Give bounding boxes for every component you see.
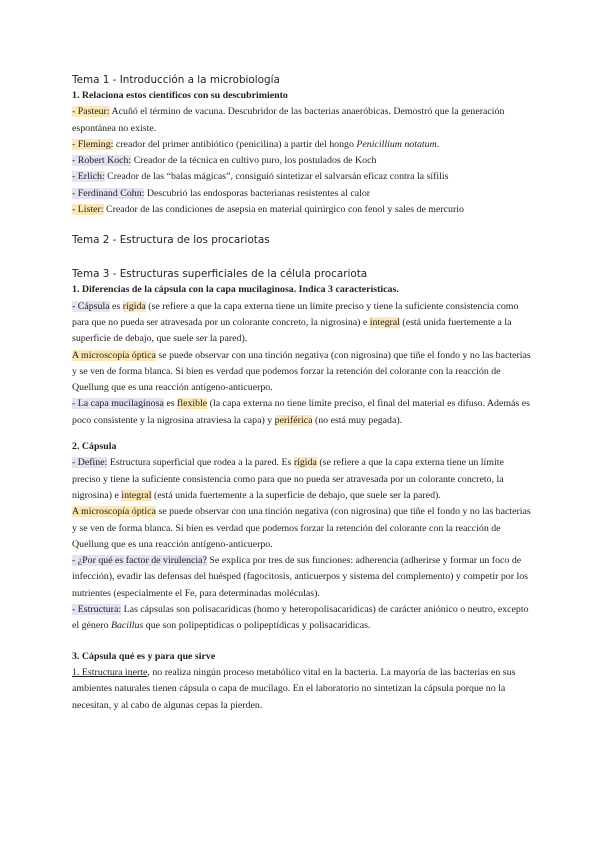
- tema3-q3-title: 3. Cápsula qué es y para que sirve: [72, 650, 216, 662]
- tema3-q2-section: [72, 439, 534, 635]
- term-rigida: rígida: [293, 457, 317, 469]
- scientist-description: creador del primer antibiótico (penicilina) a partir del hongo: [113, 138, 357, 150]
- text-run: se puede observar con una tinción negativa (con nigrosina) que tiñe el fondo y no las bacterias y se ven de forma blanca. Si bien es verdad que podemos forzar la retención del colorante con la reacción de Quellung que es una reacción antígeno-anticuerpo.: [72, 349, 531, 394]
- estructura-paragraph: [72, 602, 534, 635]
- text-run: , no realiza ningún proceso metabólico vital en la bacteria. La mayoría de las bacterias en sus ambientes naturales tienen cápsula o capa de mucílago. En el laboratorio no sintetizan la cápsula porque no la necesitan, y al cabo de algunas cepas la pierden.: [72, 666, 516, 711]
- tema3-q3-section: [72, 649, 534, 714]
- text-run: (se refiere a que la capa externa tiene un límite preciso y tiene la suficiente consistencia como para que no pueda ser atravesada por un colorante concreto, la nigrosina) e: [72, 457, 504, 501]
- text-run: que son polipeptídicas o polipeptídicas y polisacarídicas.: [143, 620, 371, 632]
- tema3-q1-section: [72, 282, 534, 429]
- scientist-description: Acuñó el término de vacuna. Descubridor de las bacterias anaeróbicas. Demostró que la generación espontánea no existe.: [72, 106, 505, 134]
- term-rigida: rígida: [122, 300, 146, 312]
- text-run: Se explica por tres de sus funciones: adherencia (adherirse y formar un foco de infección), evadir las defensas del huésped (fagocitosis, anticuerpos y sistema del complemento) y competir por los nutrientes (especialmente el Fe, para determinadas moléculas).: [72, 555, 529, 599]
- scientist-description: Creador de las condiciones de asepsia en material quirúrgico con fenol y sales de mercurio: [103, 204, 464, 216]
- text-run: (está unida fuertemente a la superficie de debajo, que suele ser la pared).: [72, 316, 512, 345]
- text-run: se puede observar con una tinción negativa (con nigrosina) que tiñe el fondo y no las bacterias y se ven de forma blanca. Si bien es verdad que podemos forzar la retención del colorante con la reacción de Quellung que es una reacción antígeno-anticuerpo.: [72, 506, 531, 550]
- genus-name: Bacillus: [110, 620, 144, 632]
- list-item-koch: [72, 153, 534, 169]
- estructura-inerte-paragraph: [72, 665, 534, 714]
- scientist-name: - Fleming:: [72, 138, 114, 150]
- term-estructura-inerte: 1. Estructura inerte: [72, 666, 148, 678]
- text-run: (no está muy pegada).: [312, 414, 403, 426]
- tema1-heading: Tema 1 - Introducción a la microbiología: [72, 74, 280, 86]
- term-define: - Define:: [72, 457, 108, 469]
- term-flexible: flexible: [177, 398, 208, 410]
- scientist-name: - Erlich:: [72, 171, 105, 183]
- tema3-heading: Tema 3 - Estructuras superficiales de la célula procariota: [72, 268, 368, 281]
- term-virulencia: - ¿Por qué es factor de virulencia?: [72, 555, 207, 567]
- text-run: es: [163, 398, 178, 410]
- text-run: Las cápsulas son polisacarídicas (homo y heteropolisacarídicas) de carácter aniónico o neutro, excepto el género: [72, 604, 529, 632]
- capsula-paragraph: [72, 299, 534, 348]
- term-estructura: - Estructura:: [72, 604, 122, 616]
- virulencia-paragraph: [72, 553, 534, 602]
- scientist-name: - Lister:: [72, 204, 104, 216]
- list-item-cohn: [72, 186, 534, 202]
- tema3-q1-title: 1. Diferencias de la cápsula con la capa mucilaginosa. Indica 3 características.: [72, 284, 399, 296]
- scientist-name: - Robert Koch:: [72, 155, 132, 167]
- scientist-description: Creador de las “balas mágicas”, consiguió sintetizar el salvarsán eficaz contra la sífilis: [104, 171, 449, 183]
- tema2-heading: Tema 2 - Estructura de los procariotas: [72, 234, 270, 247]
- term-capa-mucilaginosa: - La capa mucilaginosa: [72, 398, 164, 410]
- list-item-fleming: [72, 137, 534, 153]
- scientist-description: Creador de la técnica en cultivo puro, los postulados de Koch: [131, 155, 377, 167]
- microscopia-paragraph: [72, 504, 534, 553]
- list-item-lister: [72, 202, 534, 218]
- punctuation: .: [436, 138, 440, 150]
- document-page: [72, 72, 534, 714]
- microscopia-paragraph: [72, 348, 534, 397]
- term-integral: integral: [369, 316, 400, 328]
- capa-mucilaginosa-paragraph: [72, 396, 534, 429]
- list-item-pasteur: [72, 104, 534, 137]
- scientist-name: - Ferdinand Cohn:: [72, 187, 145, 199]
- term-microscopia: A microscopía óptica: [72, 506, 156, 518]
- term-capsula: - Cápsula: [72, 300, 110, 312]
- term-periferica: periférica: [274, 414, 313, 426]
- text-run: (está unida fuertemente a la superficie de debajo, que suele ser la pared).: [151, 489, 441, 501]
- tema1-question: 1. Relaciona estos científicos con su descubrimiento: [72, 90, 288, 101]
- text-run: (se refiere a que la capa externa tiene un límite preciso y tiene la suficiente consistencia como para que no pueda ser atravesada por un colorante concreto, la nigrosina) e: [72, 300, 519, 328]
- scientist-description: Descubrió las endosporas bacterianas resistentes al calor: [144, 187, 371, 199]
- text-run: (la capa externa no tiene límite preciso, el final del material es difuso. Además es poco consistente y la nigrosina atraviesa la capa) y: [72, 398, 530, 426]
- tema3-q2-title: 2. Cápsula: [72, 441, 117, 453]
- scientist-name: - Pasteur:: [72, 106, 110, 118]
- text-run: es: [109, 300, 123, 312]
- species-name: Penicillium notatum: [356, 138, 437, 150]
- define-paragraph: [72, 455, 534, 504]
- list-item-erlich: [72, 169, 534, 185]
- text-run: Estructura superficial que rodea a la pared. Es: [107, 457, 294, 469]
- tema1-section: [72, 88, 534, 218]
- term-integral: integral: [121, 489, 152, 501]
- term-microscopia: A microscopía óptica: [72, 349, 156, 361]
